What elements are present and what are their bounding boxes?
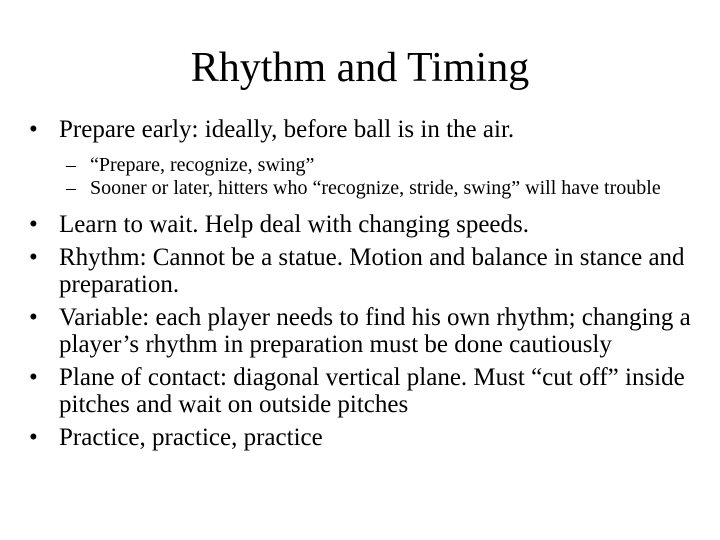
sub-bullet-item (66, 178, 698, 199)
bullet-text: Variable: each player needs to find his own rhythm; changing a player’s rhythm in preparation must be done cautiously (59, 304, 691, 358)
bullet-item (28, 364, 698, 418)
bullet-item (28, 304, 698, 358)
dash-marker: – (66, 177, 76, 199)
bullet-text: Rhythm: Cannot be a statue. Motion and balance in stance and preparation. (59, 244, 685, 298)
bullet-marker: • (29, 244, 38, 271)
bullet-text: Prepare early: ideally, before ball is in the air. (59, 116, 515, 143)
bullet-text: Plane of contact: diagonal vertical plane. Must “cut off” inside pitches and wait on outside pitches (59, 364, 685, 418)
bullet-item (28, 116, 698, 143)
bullet-marker: • (29, 424, 38, 451)
bullet-list (28, 116, 698, 457)
sub-bullet-text: “Prepare, recognize, swing” (90, 154, 315, 176)
bullet-item (28, 211, 698, 238)
sub-bullet-item (66, 155, 698, 176)
bullet-marker: • (29, 211, 38, 238)
bullet-text: Practice, practice, practice (59, 424, 323, 451)
dash-marker: – (66, 154, 76, 176)
bullet-item (28, 244, 698, 298)
sub-bullet-text: Sooner or later, hitters who “recognize, stride, swing” will have trouble (90, 177, 661, 199)
sub-bullet-list (28, 155, 698, 199)
bullet-marker: • (29, 364, 38, 391)
bullet-marker: • (29, 304, 38, 331)
bullet-marker: • (29, 116, 38, 143)
slide-title: Rhythm and Timing (190, 45, 530, 91)
bullet-item (28, 424, 698, 451)
bullet-text: Learn to wait. Help deal with changing speeds. (59, 211, 529, 238)
